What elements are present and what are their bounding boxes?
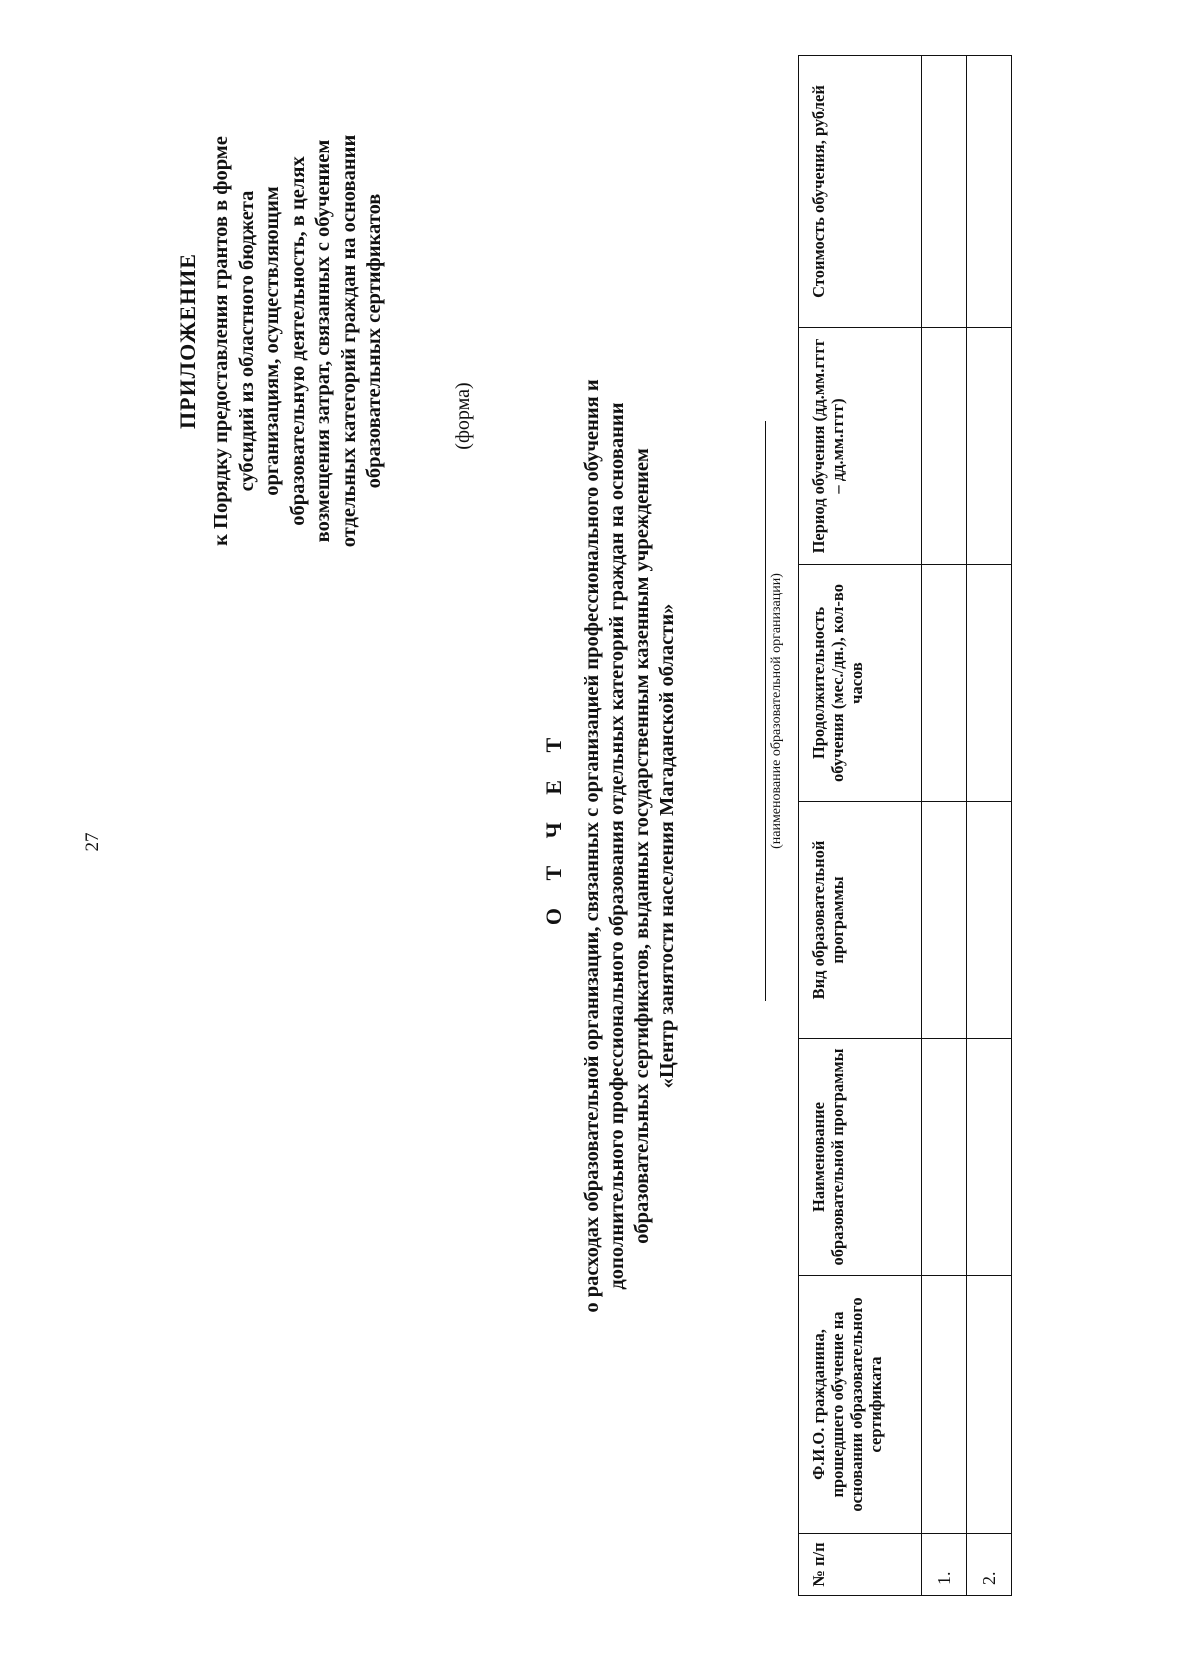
cell-program-type[interactable]: [967, 802, 1012, 1039]
appendix-line: возмещения затрат, связанных с обучением: [312, 139, 334, 543]
table-header-row: [799, 56, 922, 1596]
appendix-line: субсидий из областного бюджета: [235, 190, 258, 492]
appendix-line: образовательных сертификатов: [363, 193, 385, 489]
cell-duration[interactable]: [922, 565, 967, 802]
subtitle-line: «Центр занятости населения Магаданской области»: [656, 603, 678, 1089]
report-title: О Т Ч Е Т: [541, 726, 566, 926]
report-subtitle: [580, 146, 680, 1546]
cell-period[interactable]: [922, 328, 967, 565]
header-program-type: Вид образовательной программы: [799, 802, 922, 1039]
appendix-title: ПРИЛОЖЕНИЕ: [175, 253, 200, 429]
header-period: Период обучения (дд.мм.гггг – дд.мм.гггг): [799, 328, 922, 565]
page-number: 27: [82, 832, 103, 852]
cell-program-name[interactable]: [967, 1039, 1012, 1276]
subtitle-line: образовательных сертификатов, выданных государственным казенным учреждением: [631, 448, 653, 1244]
report-table: [798, 55, 1012, 1596]
row-number: 1.: [922, 1534, 967, 1596]
cell-full-name[interactable]: [922, 1276, 967, 1534]
table-row: [922, 56, 967, 1596]
header-duration: Продолжительность обучения (мес./дн.), кол-во часов: [799, 565, 922, 802]
subtitle-line: о расходах образовательной организации, связанных с организацией профессионального обучения и: [581, 379, 603, 1313]
appendix-block: [175, 41, 388, 641]
subtitle-line: дополнительного профессионального образования отдельных категорий граждан на основании: [606, 402, 628, 1290]
cell-cost[interactable]: [967, 56, 1012, 328]
header-program-name: Наименование образовательной программы: [799, 1039, 922, 1276]
appendix-line: образовательную деятельность, в целях: [286, 156, 309, 526]
cell-program-type[interactable]: [922, 802, 967, 1039]
cell-duration[interactable]: [967, 565, 1012, 802]
appendix-line: к Порядку предоставления грантов в форме: [210, 136, 232, 546]
header-full-name: Ф.И.О. гражданина, прошедшего обучение на основании образовательного сертификата: [799, 1276, 922, 1534]
cell-cost[interactable]: [922, 56, 967, 328]
appendix-text: [209, 41, 388, 641]
appendix-line: отдельных категорий граждан на основании: [337, 134, 360, 548]
cell-period[interactable]: [967, 328, 1012, 565]
row-number: 2.: [967, 1534, 1012, 1596]
org-name-line[interactable]: [765, 421, 766, 1001]
header-number: № п/п: [799, 1534, 922, 1596]
form-label: (форма): [452, 382, 474, 450]
cell-full-name[interactable]: [967, 1276, 1012, 1534]
appendix-line: организациям, осуществляющим: [261, 186, 283, 496]
cell-program-name[interactable]: [922, 1039, 967, 1276]
org-name-caption: (наименование образовательной организации): [769, 573, 784, 849]
table-row: [967, 56, 1012, 1596]
header-cost: Стоимость обучения, рублей: [799, 56, 922, 328]
